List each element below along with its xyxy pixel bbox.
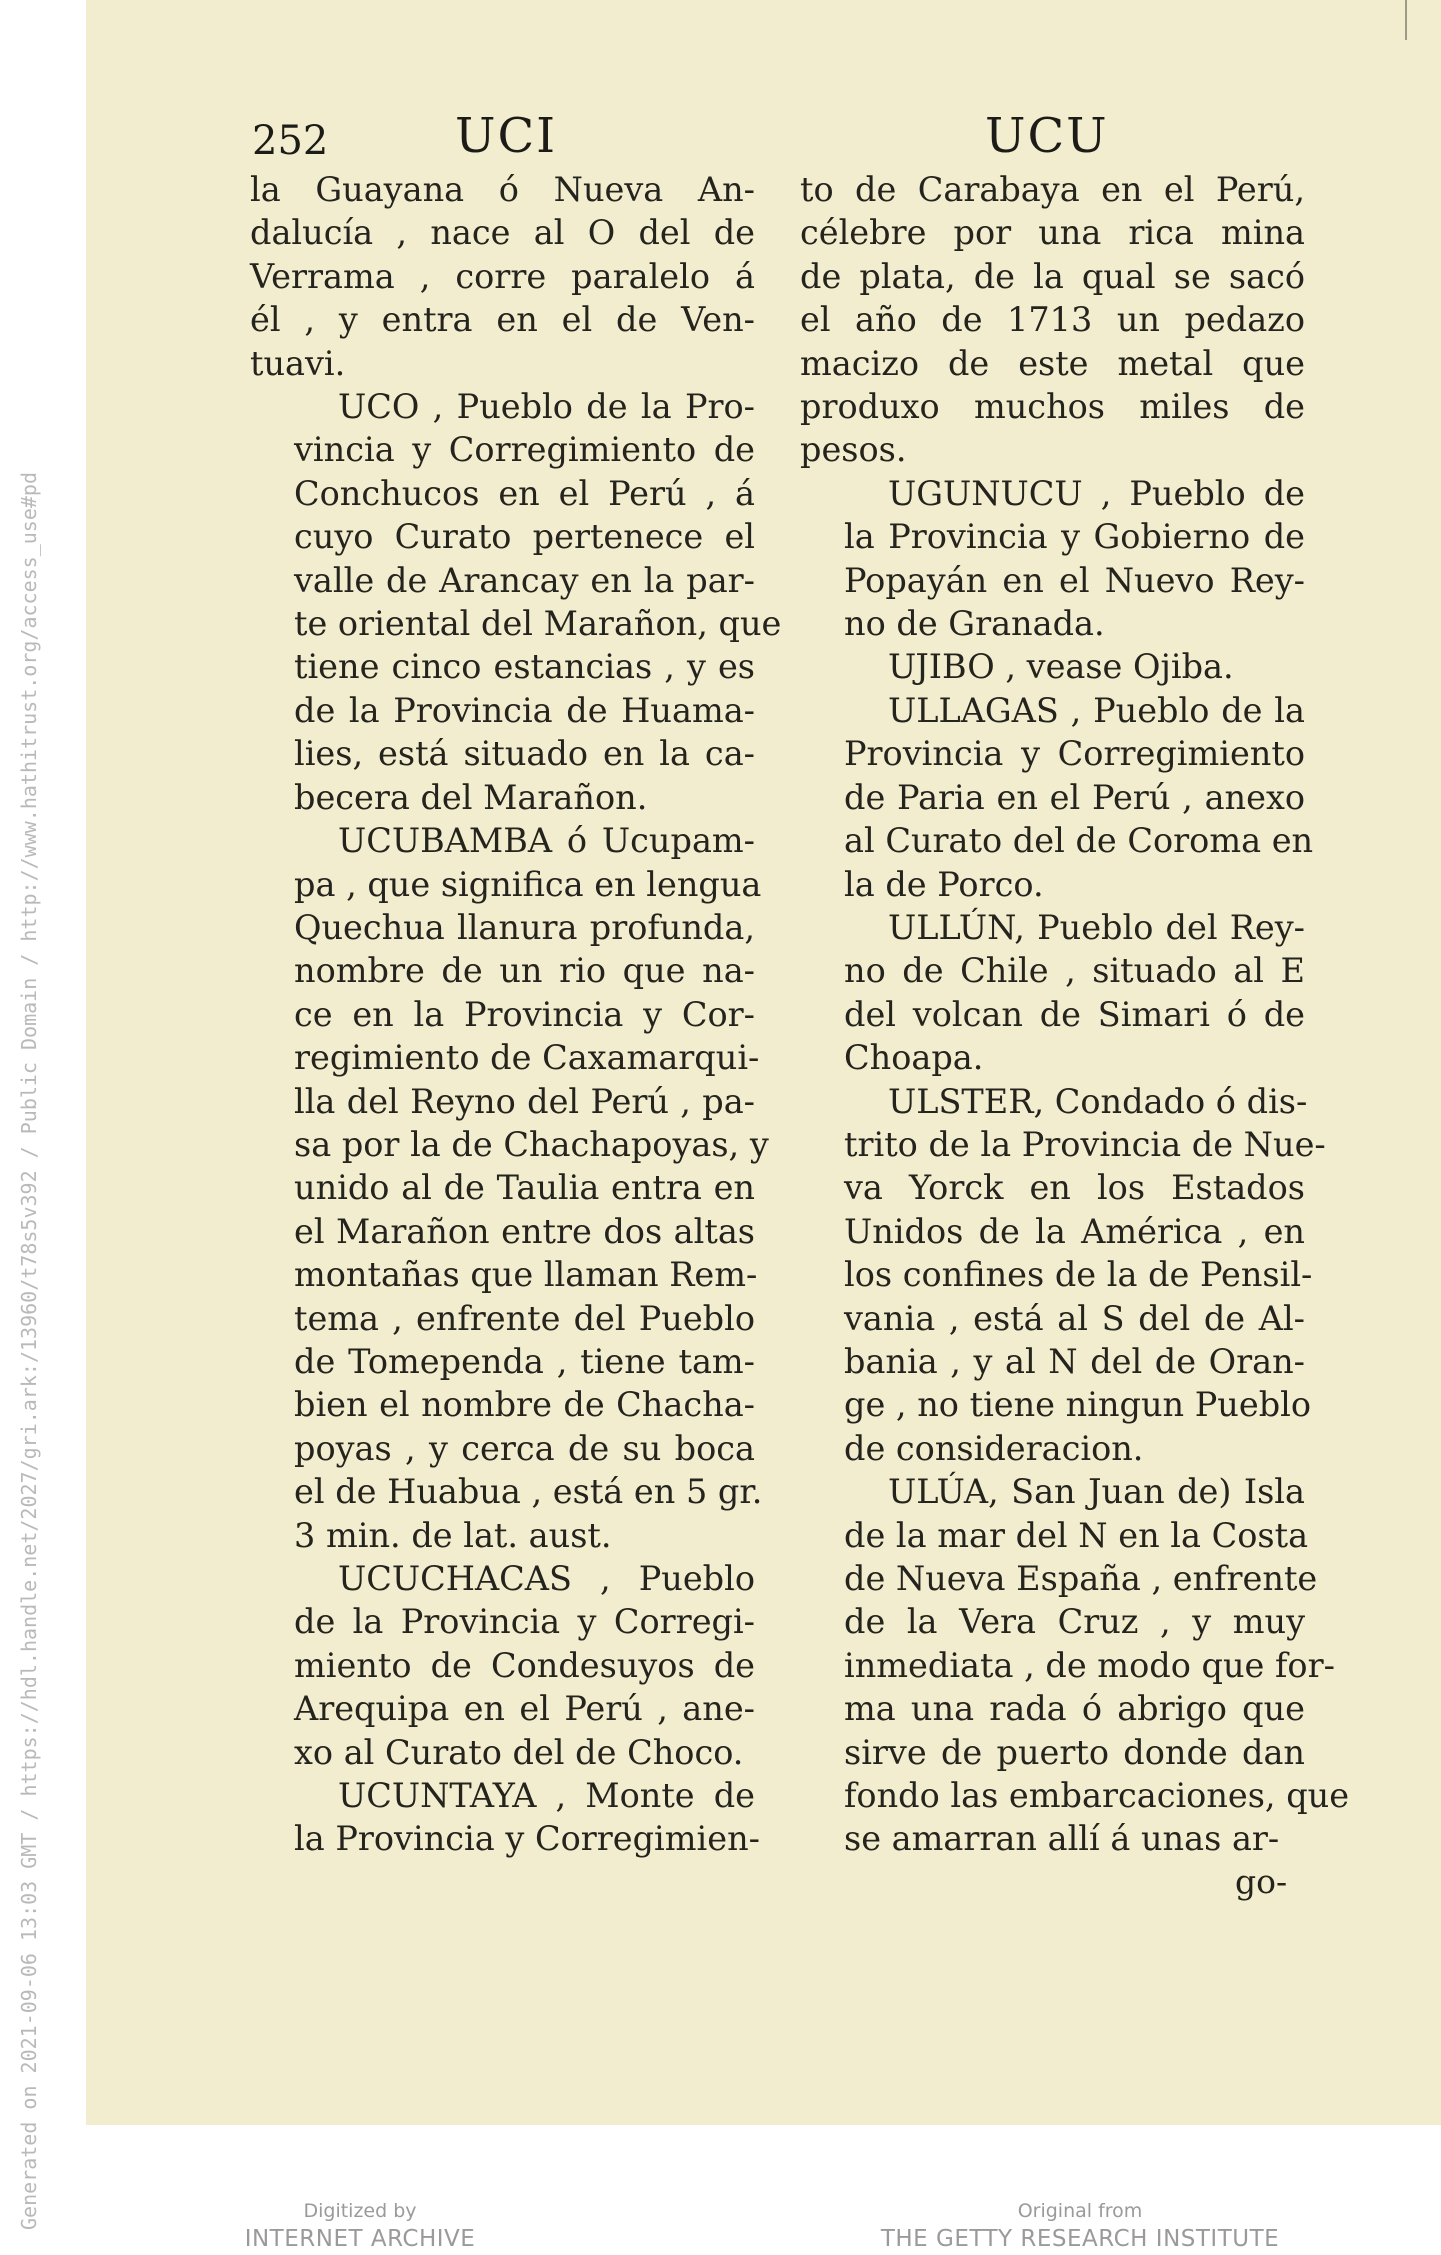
text-line: la de Porco.: [844, 864, 1044, 904]
text-line: UJIBO , vease Ojiba.: [888, 647, 1234, 687]
text-line: Provincia y Corregimiento: [844, 734, 1305, 774]
dictionary-entry: [250, 168, 755, 385]
text-line: montañas que llaman Rem-: [294, 1255, 758, 1295]
text-line: de la Provincia y Corregi-: [294, 1602, 755, 1642]
text-line: el Marañon entre dos altas: [294, 1211, 755, 1251]
text-line: inmediata , de modo que for-: [844, 1645, 1335, 1685]
dictionary-entry: [800, 645, 1305, 688]
dictionary-entry: [800, 472, 1305, 646]
text-line: Conchucos en el Perú , á: [294, 473, 755, 513]
dictionary-entry: [800, 1470, 1350, 1861]
text-line: lla del Reyno del Perú , pa-: [294, 1081, 755, 1121]
text-line: Quechua llanura profunda,: [294, 907, 755, 947]
text-line: no de Chile , situado al E: [844, 951, 1305, 991]
footer-original-from: [880, 2198, 1280, 2254]
text-line: de la mar del N en la Costa: [844, 1515, 1309, 1555]
catchword: go-: [1235, 1862, 1288, 1901]
text-line: él , y entra en el de Ven-: [250, 300, 755, 340]
text-line: te oriental del Marañon, que: [294, 604, 782, 644]
text-line: ge , no tiene ningun Pueblo: [844, 1385, 1312, 1425]
text-line: ULSTER, Condado ó dis-: [888, 1081, 1308, 1121]
text-line: Popayán en el Nuevo Rey-: [844, 560, 1305, 600]
text-line: no de Granada.: [844, 604, 1105, 644]
footer-digitized-label: Digitized by: [303, 2200, 417, 2222]
text-line: tuavi.: [250, 343, 346, 383]
text-line: sirve de puerto donde dan: [844, 1732, 1305, 1772]
text-line: Verrama , corre paralelo á: [250, 256, 755, 296]
text-line: produxo muchos miles de: [800, 387, 1305, 427]
text-line: xo al Curato del de Choco.: [294, 1732, 744, 1772]
text-line: vincia y Corregimiento de: [294, 430, 755, 470]
footer-source-name: THE GETTY RESEARCH INSTITUTE: [880, 2226, 1280, 2252]
left-text-column: [250, 168, 782, 1861]
text-line: UCUNTAYA , Monte de: [338, 1776, 755, 1816]
text-line: trito de la Provincia de Nue-: [844, 1124, 1326, 1164]
dictionary-entry: [250, 1557, 755, 1774]
text-line: UCUBAMBA ó Ucupam-: [338, 821, 755, 861]
access-watermark: [0, 0, 86, 2255]
text-line: to de Carabaya en el Perú,: [800, 170, 1305, 209]
text-line: regimiento de Caxamarqui-: [294, 1038, 760, 1078]
text-line: la Guayana ó Nueva An-: [250, 170, 755, 209]
text-line: del volcan de Simari ó de: [844, 994, 1305, 1034]
text-line: poyas , y cerca de su boca: [294, 1428, 755, 1468]
text-line: ULÚA, San Juan de) Isla: [888, 1472, 1305, 1512]
text-line: tiene cinco estancias , y es: [294, 647, 755, 687]
text-line: de plata, de la qual se sacó: [800, 256, 1305, 296]
dictionary-entry: [800, 689, 1314, 906]
text-line: Choapa.: [844, 1038, 984, 1078]
text-line: unido al de Taulia entra en: [294, 1168, 755, 1208]
text-line: va Yorck en los Estados: [844, 1168, 1305, 1208]
text-line: dalucía , nace al O del de: [250, 213, 755, 253]
text-line: UCO , Pueblo de la Pro-: [338, 387, 755, 427]
page-number: 252: [252, 118, 329, 164]
text-line: ULLAGAS , Pueblo de la: [888, 690, 1305, 730]
text-line: Arequipa en el Perú , ane-: [294, 1689, 755, 1729]
text-line: macizo de este metal que: [800, 343, 1305, 383]
text-line: de Paria en el Perú , anexo: [844, 777, 1305, 817]
text-line: la Provincia y Gobierno de: [844, 517, 1305, 557]
text-line: ma una rada ó abrigo que: [844, 1689, 1305, 1729]
text-line: de la Vera Cruz , y muy: [844, 1602, 1305, 1642]
text-line: valle de Arancay en la par-: [294, 560, 755, 600]
footer-digitized-by: [240, 2198, 480, 2254]
text-line: UCUCHACAS , Pueblo: [338, 1559, 755, 1598]
text-line: tema , enfrente del Pueblo: [294, 1298, 755, 1338]
text-line: el de Huabua , está en 5 gr.: [294, 1472, 763, 1512]
text-line: célebre por una rica mina: [800, 213, 1305, 253]
running-head-right: UCU: [985, 108, 1109, 164]
text-line: ce en la Provincia y Cor-: [294, 994, 755, 1034]
text-line: ULLÚN, Pueblo del Rey-: [888, 907, 1305, 947]
page-edge-mark: [1405, 0, 1407, 40]
text-line: al Curato del de Coroma en: [844, 821, 1314, 861]
text-line: vania , está al S del de Al-: [844, 1298, 1305, 1338]
dictionary-entry: [250, 385, 782, 819]
text-line: UGUNUCU , Pueblo de: [888, 473, 1305, 513]
running-head-left: UCI: [455, 108, 558, 164]
text-line: la Provincia y Corregimien-: [294, 1819, 760, 1859]
text-line: sa por la de Chachapoyas, y: [294, 1124, 769, 1164]
text-line: se amarran allí á unas ar-: [844, 1819, 1280, 1859]
dictionary-entry: [800, 906, 1305, 1080]
text-line: de consideracion.: [844, 1428, 1144, 1468]
footer-digitizer-name: INTERNET ARCHIVE: [244, 2226, 476, 2252]
right-text-column: [800, 168, 1350, 1861]
watermark-text: Generated on 2021-09-06 13:03 GMT / https://hdl.handle.net/2027/gri.ark:/13960/t78s5v392 / Public Domain / http://www.hathitrust.org/access_use#pd: [17, 472, 41, 2230]
text-line: nombre de un rio que na-: [294, 951, 755, 991]
text-line: de la Provincia de Huama-: [294, 690, 755, 730]
dictionary-entry: [250, 819, 769, 1557]
text-line: el año de 1713 un pedazo: [800, 300, 1305, 340]
dictionary-entry: [800, 168, 1305, 472]
footer-original-label: Original from: [1017, 2200, 1143, 2222]
text-line: fondo las embarcaciones, que: [844, 1776, 1350, 1816]
text-line: de Nueva España , enfrente: [844, 1559, 1318, 1598]
text-line: los confines de la de Pensil-: [844, 1255, 1313, 1295]
text-line: Unidos de la América , en: [844, 1211, 1305, 1251]
text-line: lies, está situado en la ca-: [294, 734, 755, 774]
text-line: 3 min. de lat. aust.: [294, 1515, 612, 1555]
text-line: cuyo Curato pertenece el: [294, 517, 755, 557]
text-line: de Tomependa , tiene tam-: [294, 1341, 755, 1381]
text-line: bania , y al N del de Oran-: [844, 1341, 1305, 1381]
text-line: pesos.: [800, 430, 907, 470]
text-line: pa , que significa en lengua: [294, 864, 762, 904]
text-line: becera del Marañon.: [294, 777, 648, 817]
dictionary-entry: [250, 1774, 760, 1861]
dictionary-entry: [800, 1080, 1326, 1471]
text-line: bien el nombre de Chacha-: [294, 1385, 755, 1425]
text-line: miento de Condesuyos de: [294, 1645, 755, 1685]
